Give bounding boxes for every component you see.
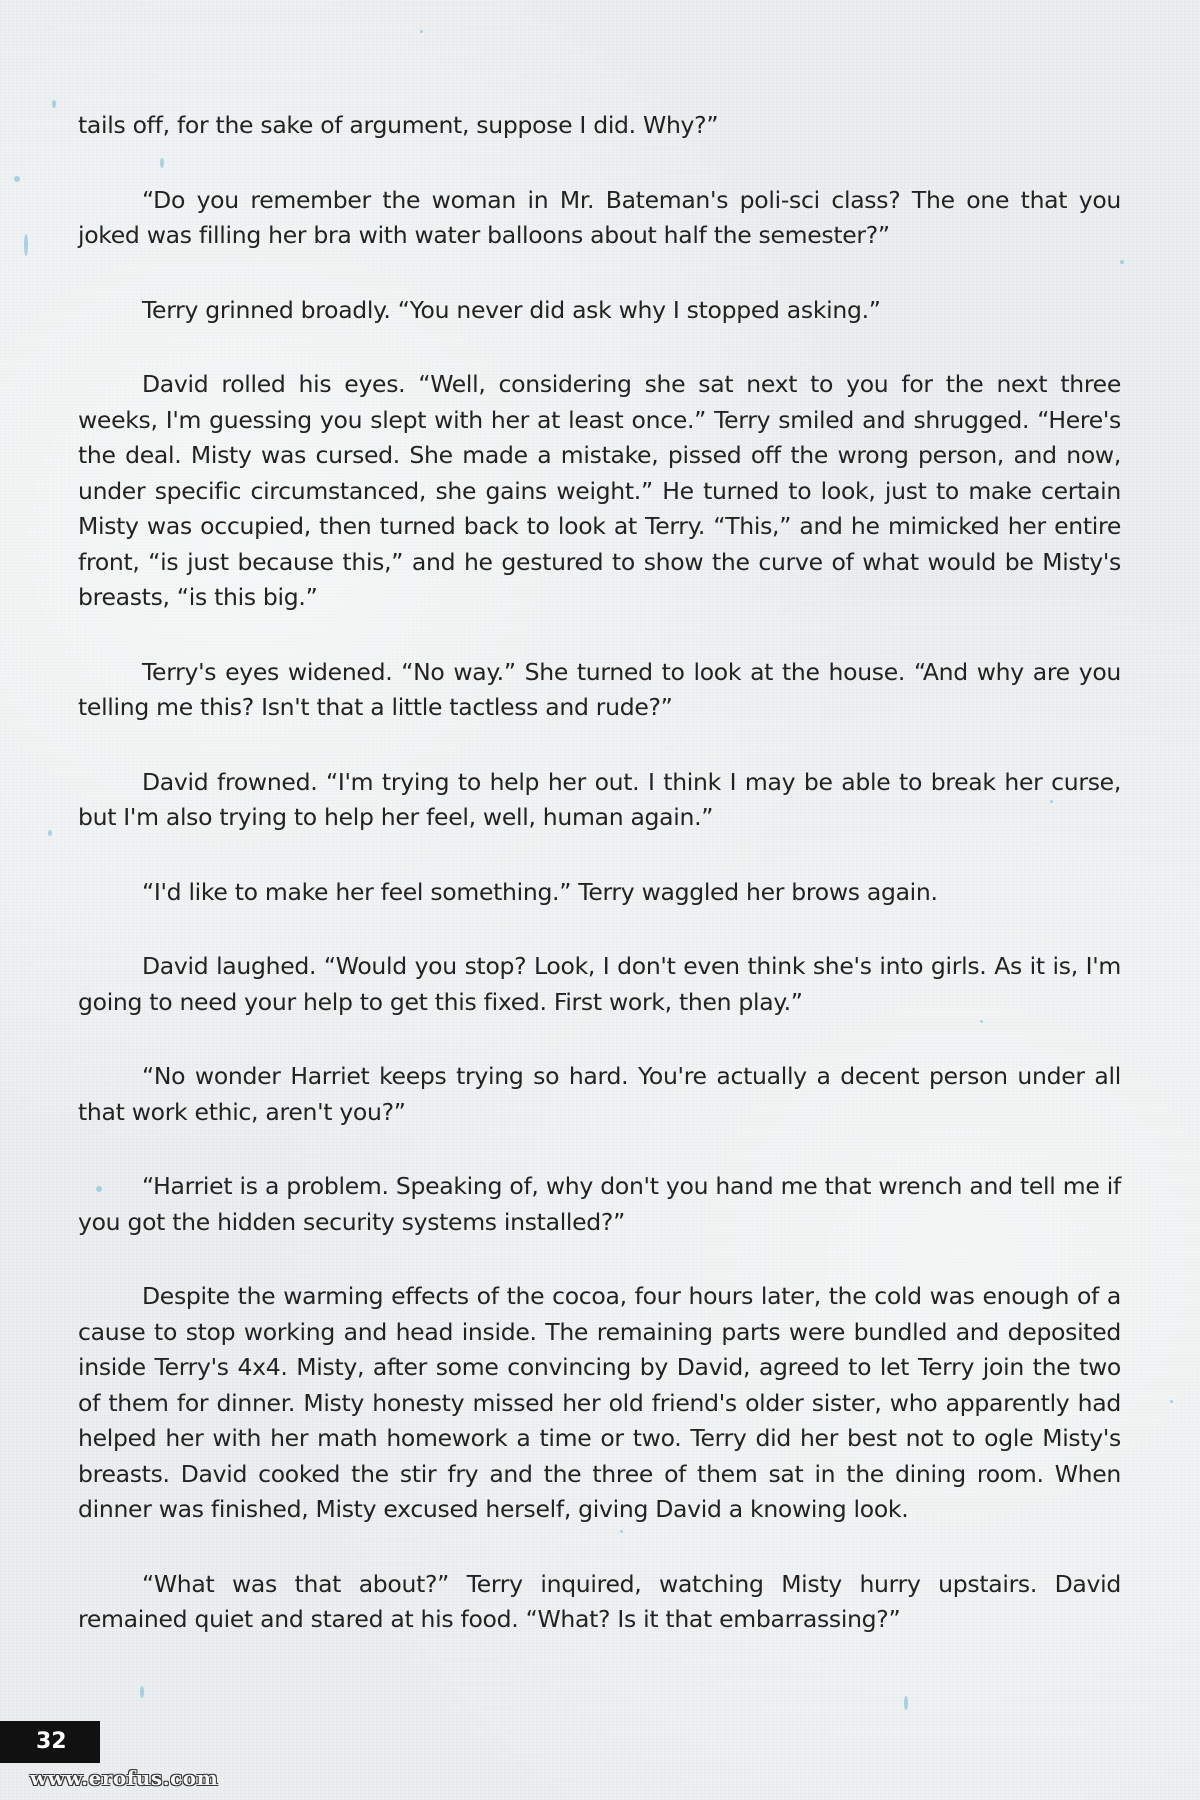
speck	[14, 176, 20, 182]
speck	[420, 30, 423, 33]
body-text	[78, 108, 1121, 1677]
watermark: www.erofus.com	[30, 1766, 219, 1790]
speck	[52, 100, 56, 108]
paragraph: “Do you remember the woman in Mr. Bateman's poli-sci class? The one that you joked was filling her bra with water balloons about half the semester?”	[78, 185, 1121, 249]
paragraph: tails off, for the sake of argument, suppose I did. Why?”	[78, 111, 719, 139]
paragraph: “I'd like to make her feel something.” Terry waggled her brows again.	[142, 877, 938, 906]
paragraph: David frowned. “I'm trying to help her out. I think I may be able to break her curse, but I'm also trying to help her feel, well, human again.”	[78, 767, 1121, 831]
paragraph: David rolled his eyes. “Well, considering she sat next to you for the next three weeks, I'm guessing you slept with her at least once.” Terry smiled and shrugged. “Here's the deal. Misty was cursed. She made a mistake, pissed off the wrong person, and now, under specific circumstanced, she gains weight.” He turned to look, just to make certain Misty was occupied, then turned back to look at Terry. “This,” and he mimicked her entire front, “is just because this,” and he gestured to show the curve of what would be Misty's breasts, “is this big.”	[78, 370, 1121, 611]
paragraph: Despite the warming effects of the cocoa, four hours later, the cold was enough of a cause to stop working and head inside. The remaining parts were bundled and deposited inside Terry's 4x4. Misty, after some convincing by David, agreed to let Terry join the two of them for dinner. Misty honesty missed her old friend's older sister, who apparently had helped her with her math homework a time or two. Terry did her best not to ogle Misty's breasts. David cooked the stir fry and the three of them sat in the dining room. When dinner was finished, Misty excused herself, giving David a knowing look.	[78, 1282, 1121, 1523]
paragraph: “No wonder Harriet keeps trying so hard. You're actually a decent person under all that work ethic, aren't you?”	[78, 1062, 1121, 1126]
page-number: 32	[0, 1721, 100, 1763]
speck	[24, 234, 28, 256]
speck	[48, 830, 52, 836]
paragraph: Terry's eyes widened. “No way.” She turned to look at the house. “And why are you telling me this? Isn't that a little tactless and rude?”	[78, 657, 1121, 721]
paragraph: “Harriet is a problem. Speaking of, why don't you hand me that wrench and tell me if you got the hidden security systems installed?”	[78, 1172, 1121, 1236]
speck	[1170, 1400, 1173, 1403]
speck	[140, 1686, 144, 1698]
paragraph: Terry grinned broadly. “You never did ask why I stopped asking.”	[142, 295, 881, 324]
speck	[904, 1696, 908, 1710]
paragraph: David laughed. “Would you stop? Look, I don't even think she's into girls. As it is, I'm going to need your help to get this fixed. First work, then play.”	[78, 952, 1121, 1016]
paragraph: “What was that about?” Terry inquired, watching Misty hurry upstairs. David remained quiet and stared at his food. “What? Is it that embarrassing?”	[78, 1569, 1121, 1633]
